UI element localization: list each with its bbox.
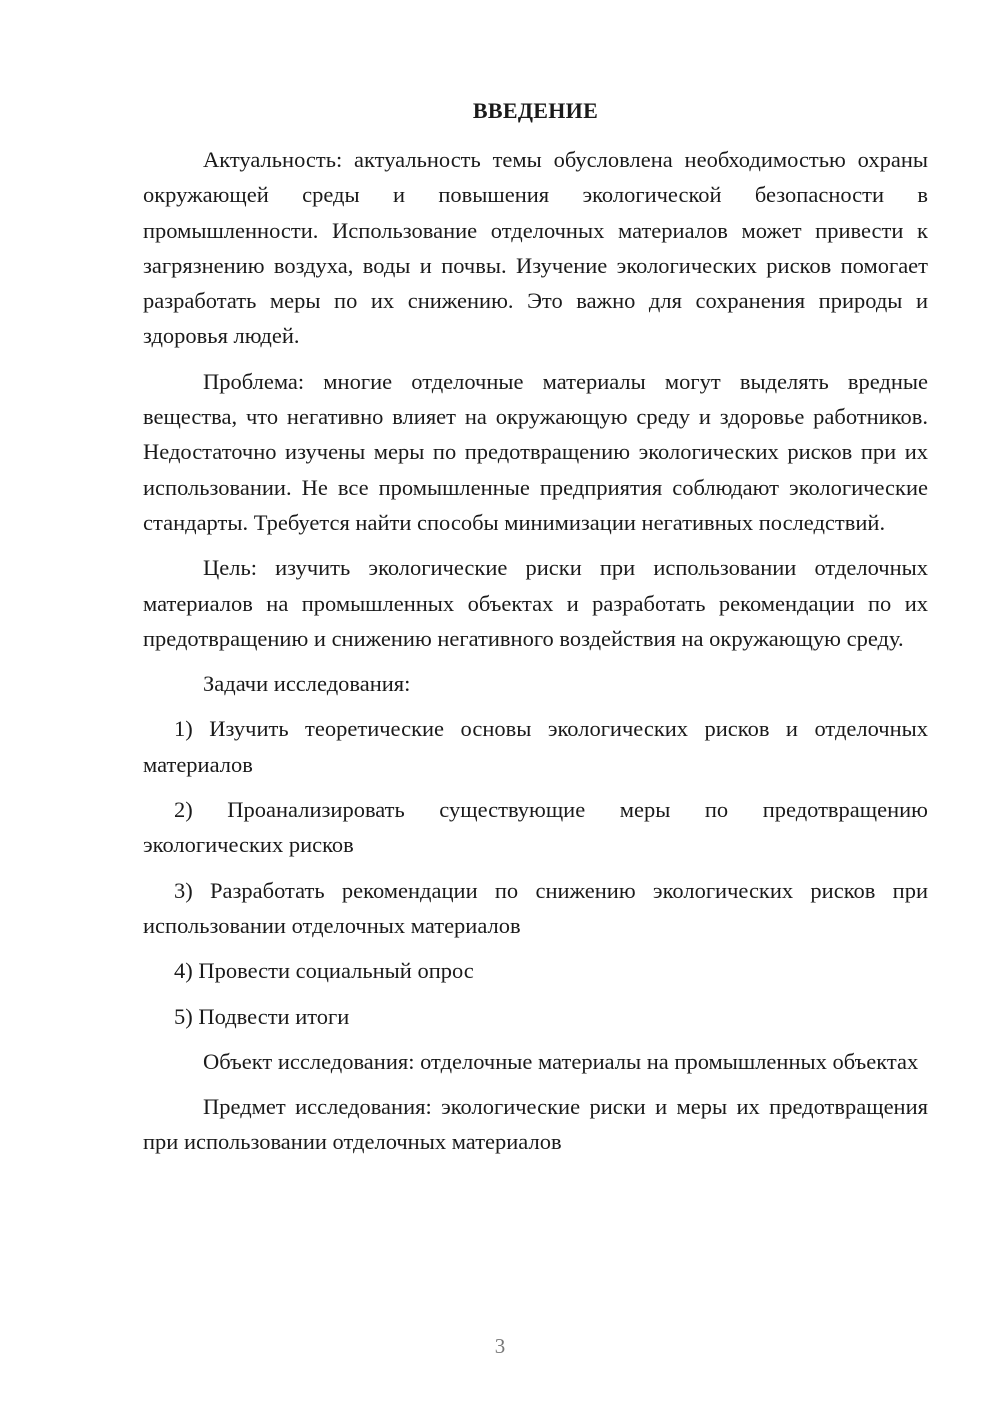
paragraph-goal: Цель: изучить экологические риски при использовании отделочных материалов на промышленных объектах и разработать рекомендации по их предотвращению и снижению негативного воздействия на окружающую среду. [143,555,928,651]
page-title: ВВЕДЕНИЕ [472,98,599,123]
paragraph-tasks-heading: Задачи исследования: [203,671,411,697]
task-item: 2) Проанализировать существующие меры по предотвращению экологических рисков [143,797,928,858]
paragraph-relevance: Актуальность: актуальность темы обусловлена необходимостью охраны окружающей среды и повышения экологической безопасности в промышленности. Использование отделочных материалов может привести к загрязнению воздуха, воды и почвы. Изучение экологических рисков помогает разработать меры по их снижению. Это важно для сохранения природы и здоровья людей. [143,147,928,349]
task-item: 1) Изучить теоретические основы экологических рисков и отделочных материалов [143,716,928,777]
paragraph-research-subject: Предмет исследования: экологические риски и меры их предотвращения при использовании отделочных материалов [143,1094,928,1155]
document-page [143,96,928,1170]
task-item: 5) Подвести итоги [174,1003,350,1029]
task-item: 4) Провести социальный опрос [174,958,474,984]
task-item: 3) Разработать рекомендации по снижению экологических рисков при использовании отделочных материалов [143,877,928,938]
paragraph-research-object: Объект исследования: отделочные материалы на промышленных объектах [203,1048,919,1074]
paragraph-problem: Проблема: многие отделочные материалы могут выделять вредные вещества, что негативно влияет на окружающую среду и здоровье работников. Недостаточно изучены меры по предотвращению экологических рисков при их использовании. Не все промышленные предприятия соблюдают экологические стандарты. Требуется найти способы минимизации негативных последствий. [143,368,928,535]
task-list [143,711,928,1033]
page-number: 3 [494,1334,506,1358]
